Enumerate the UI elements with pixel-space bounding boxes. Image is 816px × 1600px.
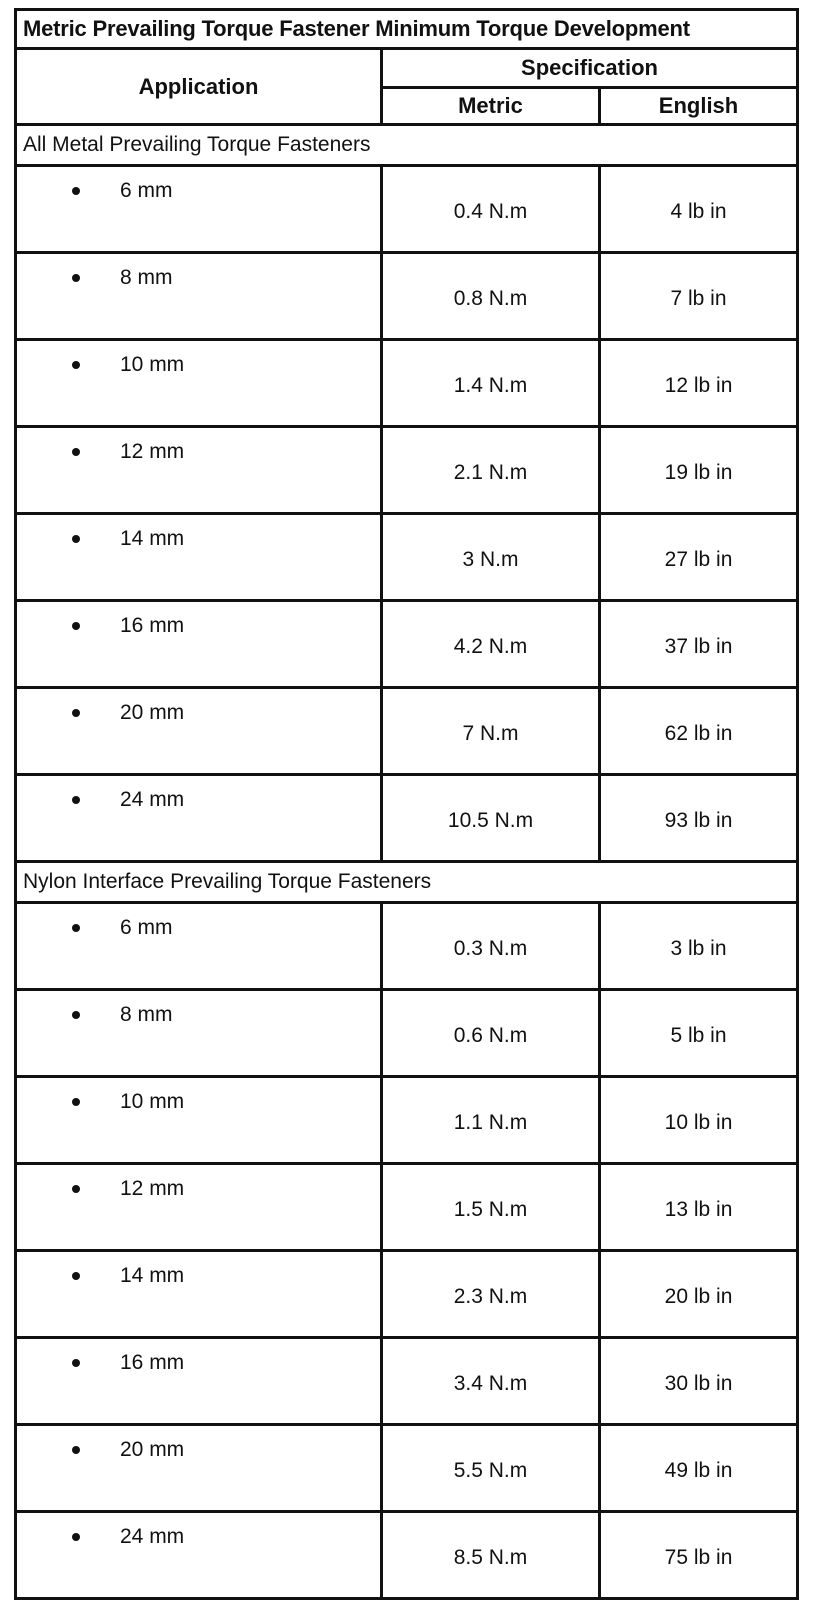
metric-value: 7 N.m xyxy=(382,688,600,775)
fastener-size: 8 mm xyxy=(120,266,173,289)
section-label: All Metal Prevailing Torque Fasteners xyxy=(16,125,798,166)
english-value: 49 lb in xyxy=(600,1425,798,1512)
fastener-size: 24 mm xyxy=(120,1525,185,1548)
specification-header: Specification xyxy=(382,49,798,88)
fastener-size: 6 mm xyxy=(120,179,173,202)
table-row xyxy=(16,1425,798,1512)
metric-value: 5.5 N.m xyxy=(382,1425,600,1512)
english-value: 10 lb in xyxy=(600,1077,798,1164)
bullet-icon xyxy=(72,622,80,630)
table-row xyxy=(16,1077,798,1164)
application-header: Application xyxy=(16,49,382,125)
application-cell xyxy=(16,166,382,253)
metric-value: 1.5 N.m xyxy=(382,1164,600,1251)
english-value: 30 lb in xyxy=(600,1338,798,1425)
table-row xyxy=(16,166,798,253)
english-value: 62 lb in xyxy=(600,688,798,775)
table-row xyxy=(16,514,798,601)
english-value: 75 lb in xyxy=(600,1512,798,1599)
fastener-size: 6 mm xyxy=(120,916,173,939)
bullet-icon xyxy=(72,1359,80,1367)
table-row xyxy=(16,1164,798,1251)
fastener-size: 8 mm xyxy=(120,1003,173,1026)
bullet-icon xyxy=(72,187,80,195)
application-cell xyxy=(16,340,382,427)
metric-value: 3.4 N.m xyxy=(382,1338,600,1425)
bullet-icon xyxy=(72,796,80,804)
english-value: 20 lb in xyxy=(600,1251,798,1338)
metric-value: 2.3 N.m xyxy=(382,1251,600,1338)
table-row xyxy=(16,340,798,427)
application-cell xyxy=(16,688,382,775)
english-value: 4 lb in xyxy=(600,166,798,253)
english-value: 93 lb in xyxy=(600,775,798,862)
application-cell xyxy=(16,1164,382,1251)
table-row xyxy=(16,990,798,1077)
bullet-icon xyxy=(72,535,80,543)
metric-value: 0.8 N.m xyxy=(382,253,600,340)
bullet-icon xyxy=(72,361,80,369)
bullet-icon xyxy=(72,709,80,717)
table-row xyxy=(16,775,798,862)
fastener-size: 16 mm xyxy=(120,614,185,637)
fastener-size: 10 mm xyxy=(120,1090,185,1113)
bullet-icon xyxy=(72,1185,80,1193)
metric-value: 3 N.m xyxy=(382,514,600,601)
fastener-size: 20 mm xyxy=(120,701,185,724)
table-row xyxy=(16,1251,798,1338)
application-cell xyxy=(16,514,382,601)
fastener-size: 14 mm xyxy=(120,1264,185,1287)
english-value: 5 lb in xyxy=(600,990,798,1077)
metric-value: 0.3 N.m xyxy=(382,903,600,990)
application-cell xyxy=(16,601,382,688)
english-value: 12 lb in xyxy=(600,340,798,427)
fastener-size: 12 mm xyxy=(120,1177,185,1200)
metric-value: 1.4 N.m xyxy=(382,340,600,427)
section-row xyxy=(16,125,798,166)
section-row xyxy=(16,862,798,903)
torque-spec-table xyxy=(14,8,799,1600)
table-title: Metric Prevailing Torque Fastener Minimum Torque Development xyxy=(16,10,798,49)
section-label: Nylon Interface Prevailing Torque Fasteners xyxy=(16,862,798,903)
bullet-icon xyxy=(72,924,80,932)
fastener-size: 14 mm xyxy=(120,527,185,550)
metric-value: 0.6 N.m xyxy=(382,990,600,1077)
bullet-icon xyxy=(72,1011,80,1019)
metric-value: 4.2 N.m xyxy=(382,601,600,688)
application-cell xyxy=(16,990,382,1077)
table-row xyxy=(16,688,798,775)
application-cell xyxy=(16,775,382,862)
application-cell xyxy=(16,1077,382,1164)
fastener-size: 20 mm xyxy=(120,1438,185,1461)
metric-value: 2.1 N.m xyxy=(382,427,600,514)
english-value: 7 lb in xyxy=(600,253,798,340)
fastener-size: 16 mm xyxy=(120,1351,185,1374)
application-cell xyxy=(16,427,382,514)
table-body xyxy=(16,125,798,1599)
application-cell xyxy=(16,1512,382,1599)
bullet-icon xyxy=(72,1272,80,1280)
bullet-icon xyxy=(72,274,80,282)
table-row xyxy=(16,1512,798,1599)
metric-value: 0.4 N.m xyxy=(382,166,600,253)
bullet-icon xyxy=(72,1446,80,1454)
metric-value: 8.5 N.m xyxy=(382,1512,600,1599)
english-value: 13 lb in xyxy=(600,1164,798,1251)
fastener-size: 24 mm xyxy=(120,788,185,811)
fastener-size: 10 mm xyxy=(120,353,185,376)
bullet-icon xyxy=(72,1533,80,1541)
application-cell xyxy=(16,903,382,990)
english-value: 19 lb in xyxy=(600,427,798,514)
bullet-icon xyxy=(72,448,80,456)
table-row xyxy=(16,1338,798,1425)
table-row xyxy=(16,601,798,688)
metric-value: 1.1 N.m xyxy=(382,1077,600,1164)
fastener-size: 12 mm xyxy=(120,440,185,463)
application-cell xyxy=(16,1251,382,1338)
application-cell xyxy=(16,1338,382,1425)
application-cell xyxy=(16,253,382,340)
application-cell xyxy=(16,1425,382,1512)
metric-value: 10.5 N.m xyxy=(382,775,600,862)
table-row xyxy=(16,253,798,340)
english-header: English xyxy=(600,88,798,125)
metric-header: Metric xyxy=(382,88,600,125)
table-row xyxy=(16,903,798,990)
table-row xyxy=(16,427,798,514)
english-value: 37 lb in xyxy=(600,601,798,688)
english-value: 27 lb in xyxy=(600,514,798,601)
english-value: 3 lb in xyxy=(600,903,798,990)
bullet-icon xyxy=(72,1098,80,1106)
